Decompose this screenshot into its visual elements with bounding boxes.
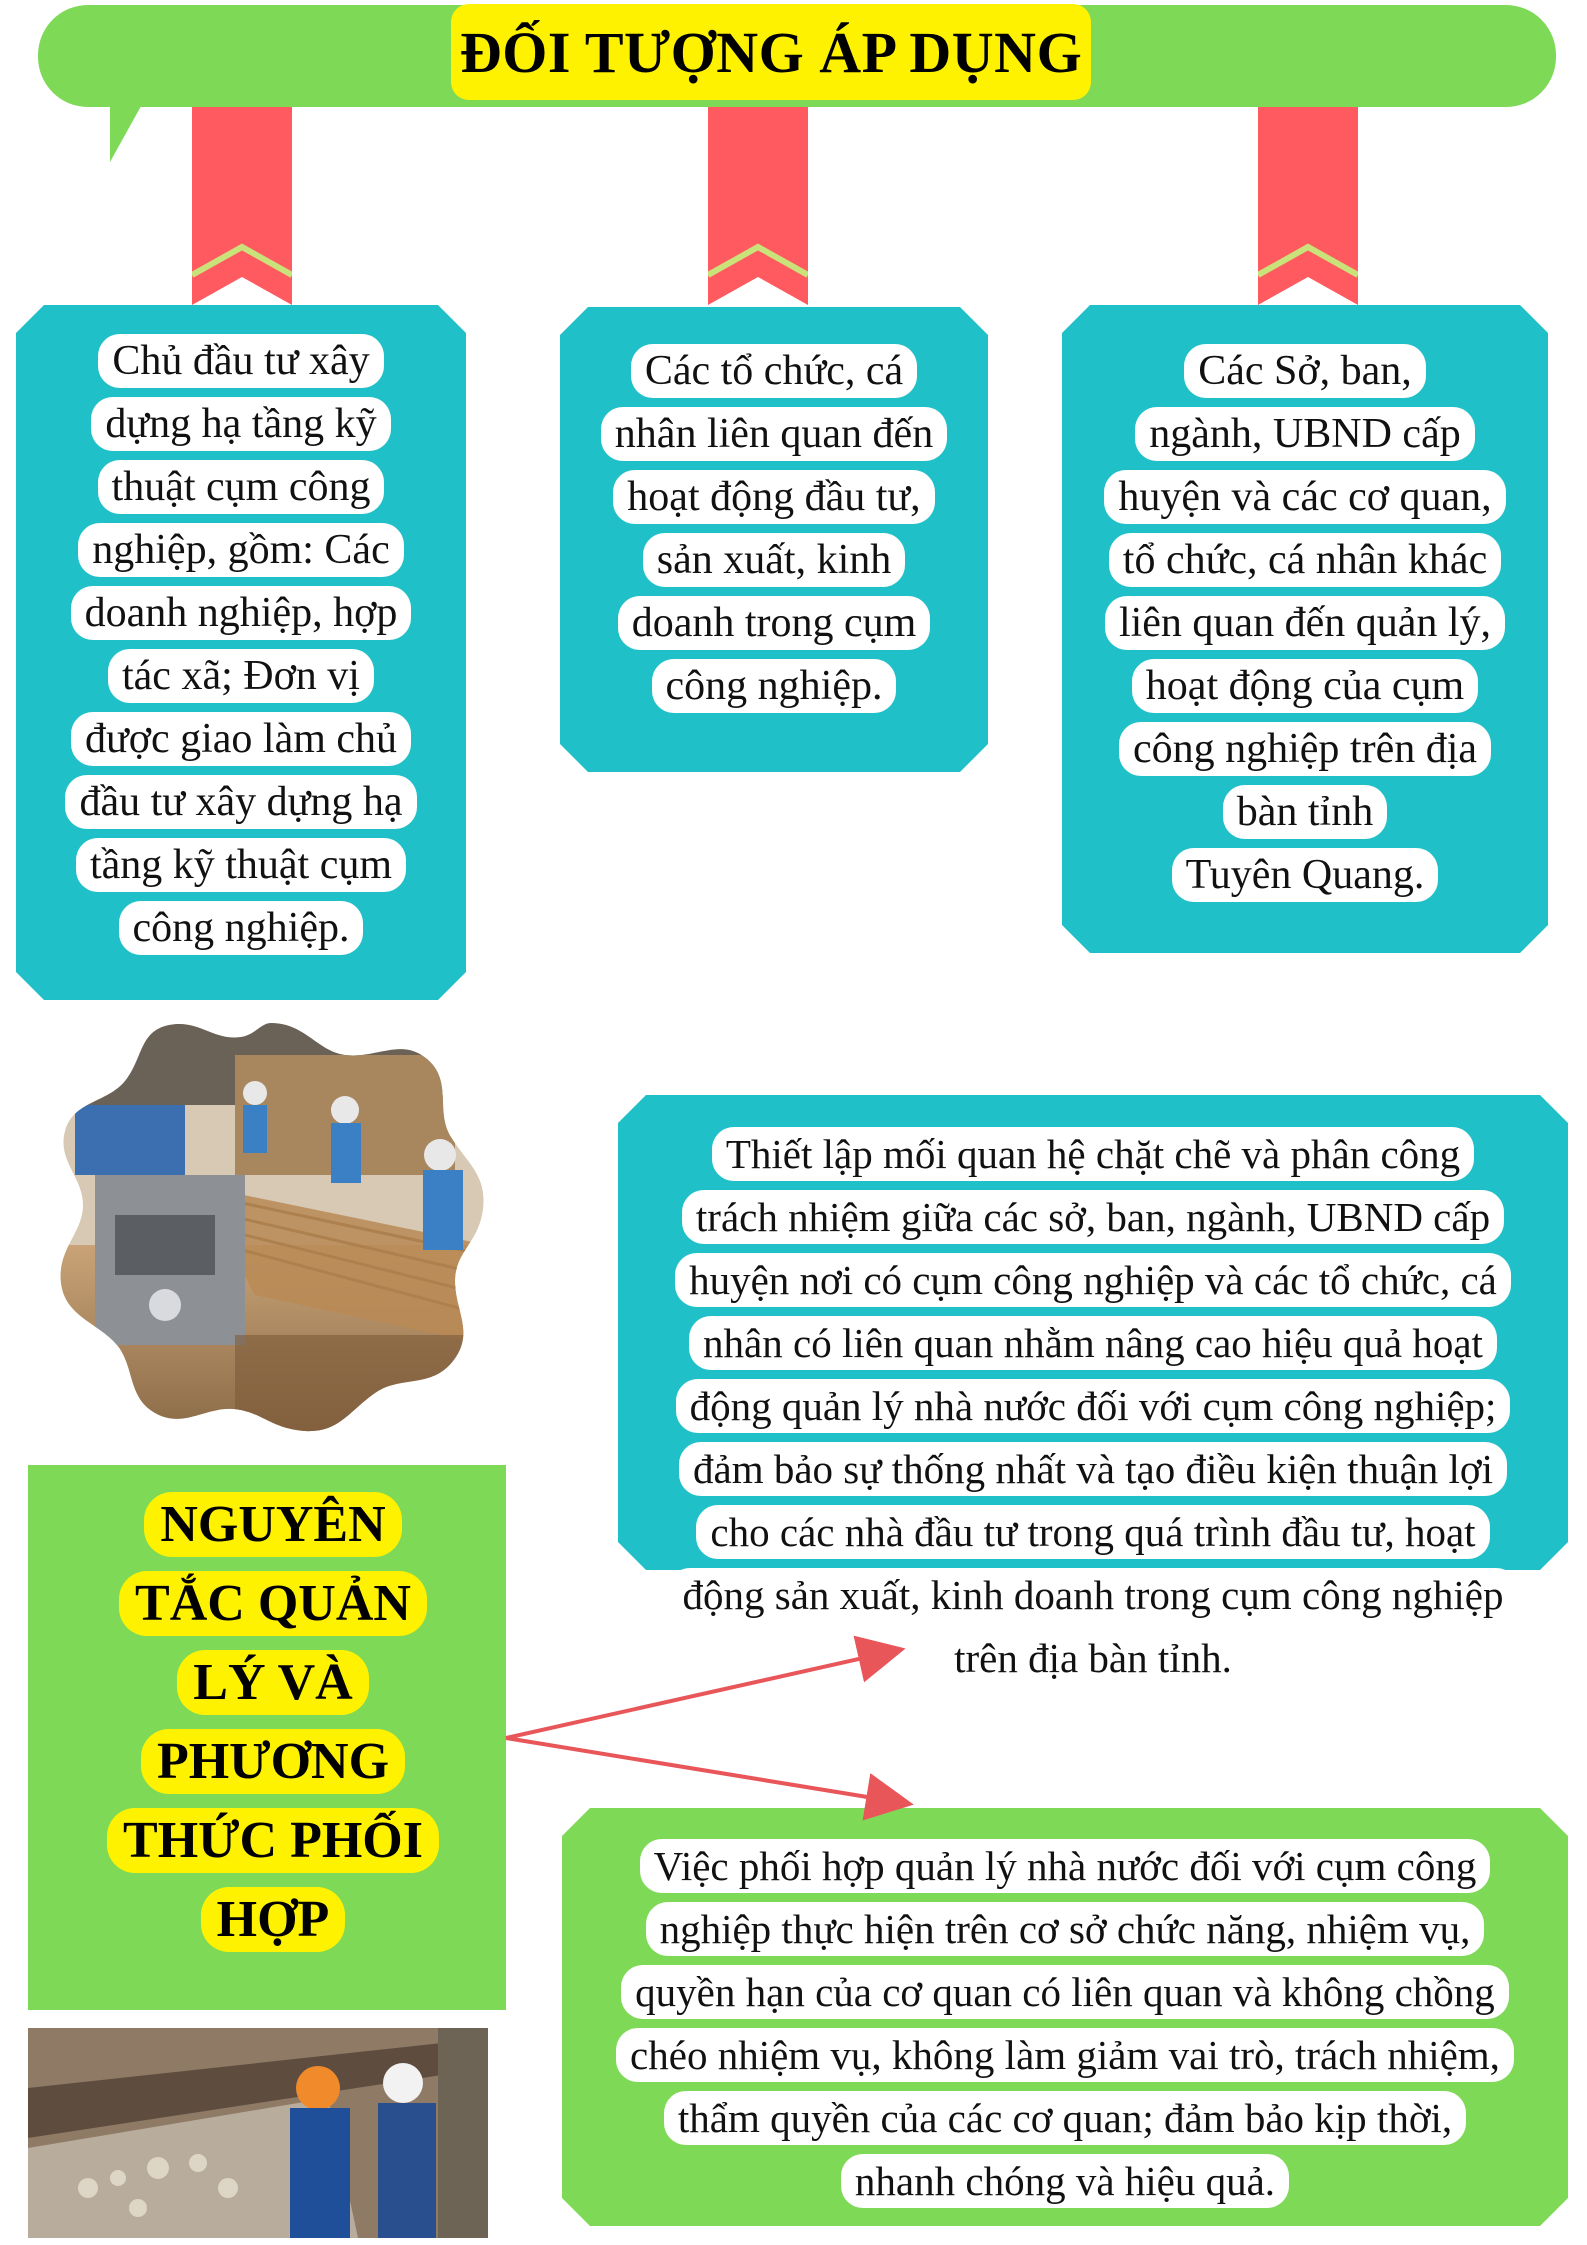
subject-text-3: Các Sở, ban, ngành, UBND cấp huyện và các cơ quan, tổ chức, cá nhân khác liên quan đến quản lý, hoạt động của cụm công nghiệp trên địa bàn tỉnh Tuyên Quang.: [1076, 340, 1534, 907]
workers-photo: [28, 2028, 488, 2238]
principles-title: NGUYÊN TẮC QUẢN LÝ VÀ PHƯƠNG THỨC PHỐI HỢP: [93, 1485, 453, 1959]
ribbon-1: [192, 107, 292, 307]
page-title: ĐỐI TƯỢNG ÁP DỤNG: [451, 4, 1091, 100]
principles-panel: [28, 1465, 506, 2010]
header-banner-tail: [110, 90, 150, 162]
ribbon-2: [708, 107, 808, 307]
subject-text-1: Chủ đầu tư xây dựng hạ tầng kỹ thuật cụm công nghiệp, gồm: Các doanh nghiệp, hợp tác xã; Đơn vị được giao làm chủ đầu tư xây dựng hạ tầng kỹ thuật cụm công nghiệp.: [30, 330, 452, 960]
subject-text-2: Các tổ chức, cá nhân liên quan đến hoạt động đầu tư, sản xuất, kinh doanh trong cụm công nghiệp.: [574, 340, 974, 718]
principle-text-2: Việc phối hợp quản lý nhà nước đối với cụm công nghiệp thực hiện trên cơ sở chức năng, nhiệm vụ, quyền hạn của cơ quan có liên quan và không chồng chéo nhiệm vụ, không làm giảm vai trò, trách nhiệm, thẩm quyền của các cơ quan; đảm bảo kịp thời, nhanh chóng và hiệu quả.: [572, 1835, 1558, 2213]
ribbon-3: [1258, 107, 1358, 307]
factory-photo: [55, 1015, 487, 1435]
principle-text-1: Thiết lập mối quan hệ chặt chẽ và phân công trách nhiệm giữa các sở, ban, ngành, UBND cấp huyện nơi có cụm công nghiệp và các tổ chức, cá nhân có liên quan nhằm nâng cao hiệu quả hoạt động quản lý nhà nước đối với cụm công nghiệp; đảm bảo sự thống nhất và tạo điều kiện thuận lợi cho các nhà đầu tư trong quá trình đầu tư, hoạt động sản xuất, kinh doanh trong cụm công nghiệp trên địa bàn tỉnh.: [628, 1123, 1558, 1690]
